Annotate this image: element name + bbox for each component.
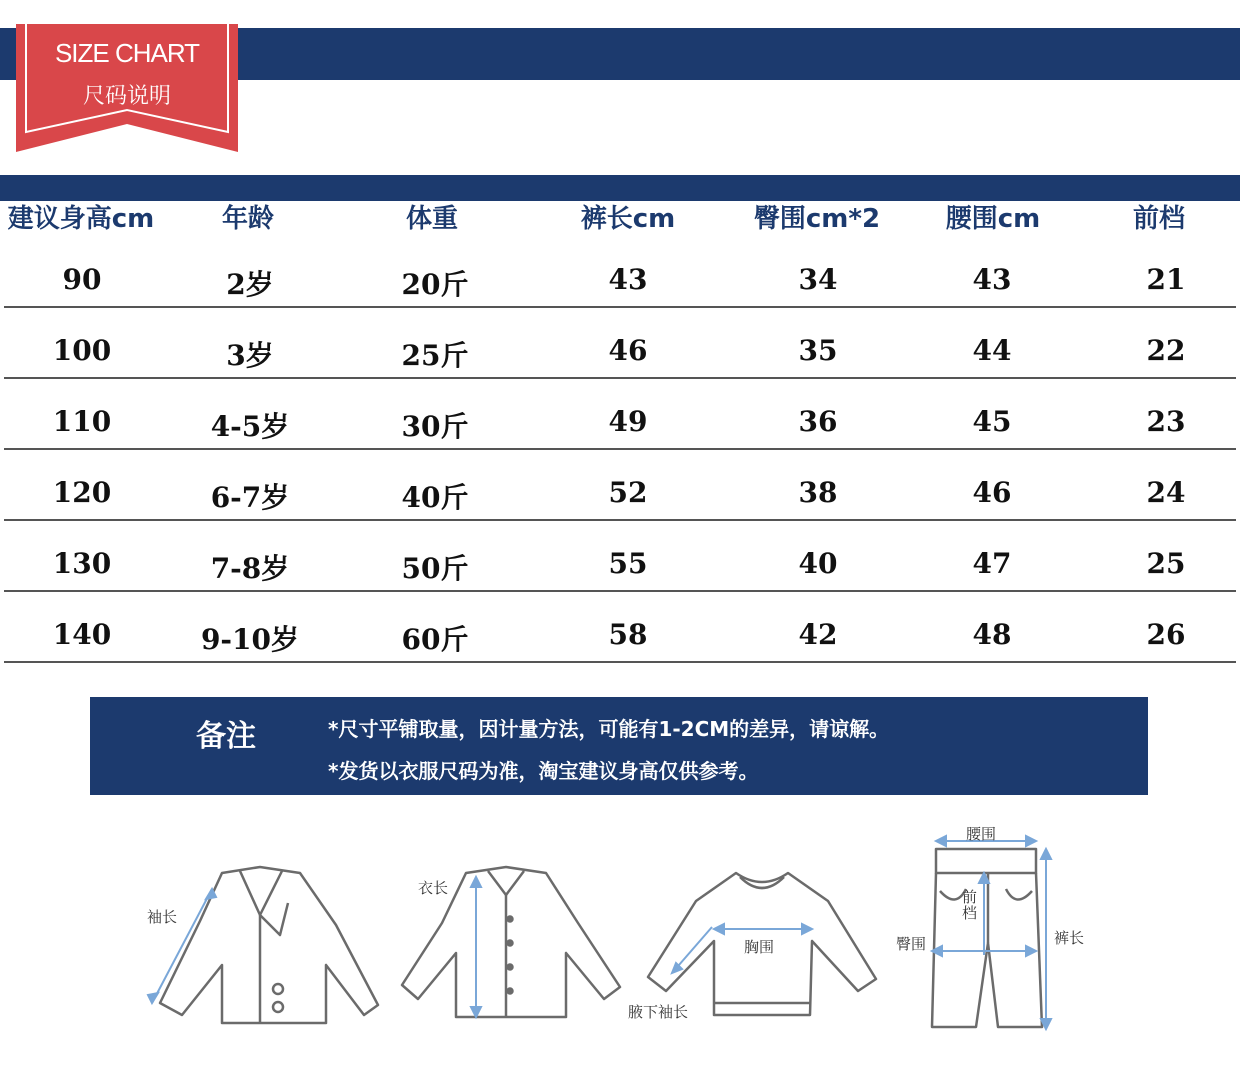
label-rise: 前档 [962,888,978,922]
cell-weight: 30斤 [401,410,469,443]
cell-height: 140 [52,618,112,651]
cell-rise: 23 [1146,405,1186,438]
notes-line-2: *发货以衣服尺码为准，淘宝建议身高仅供参考。 [328,759,759,783]
cell-age: 6-7岁 [210,481,290,514]
table-row [4,379,1236,450]
cell-hip: 34 [798,263,838,296]
cell-height: 90 [62,263,102,296]
cell-rise: 24 [1146,476,1186,509]
notes-box [90,697,1148,795]
cell-waist: 48 [972,618,1012,651]
label-underarm-sleeve: 腋下袖长 [628,1003,689,1021]
measurement-diagrams [0,815,1240,1055]
label-hip: 臀围 [896,935,927,953]
table-row [4,308,1236,379]
cell-weight: 60斤 [401,623,469,656]
cell-waist: 45 [972,405,1012,438]
cell-rise: 22 [1146,334,1186,367]
table-header [0,175,1240,237]
header-weight: 体重 [334,201,530,237]
badge-title: SIZE CHART [54,38,200,68]
cell-pants-length: 58 [608,618,648,651]
header-waist: 腰围cm [908,201,1078,237]
label-jacket-sleeve: 袖长 [147,908,178,926]
size-table [0,175,1240,663]
cell-rise: 25 [1146,547,1186,580]
cell-hip: 42 [798,618,838,651]
cell-hip: 36 [798,405,838,438]
cell-age: 2岁 [226,268,274,301]
jacket-diagram [140,855,390,1035]
header-age: 年龄 [162,201,334,237]
cell-age: 4-5岁 [210,410,290,443]
cell-age: 9-10岁 [200,623,300,656]
notes-label: 备注 [196,719,256,754]
header-rise: 前档 [1078,201,1240,237]
cell-weight: 25斤 [401,339,469,372]
table-row [4,450,1236,521]
cell-pants-length: 49 [608,405,648,438]
cell-age: 3岁 [226,339,274,372]
header-hip: 臀围cm*2 [726,201,908,237]
cell-rise: 26 [1146,618,1186,651]
cell-height: 120 [52,476,112,509]
table-row [4,237,1236,308]
cell-pants-length: 55 [608,547,648,580]
cell-pants-length: 46 [608,334,648,367]
cell-weight: 20斤 [401,268,469,301]
cell-waist: 46 [972,476,1012,509]
header-height: 建议身高cm [0,201,162,237]
cell-height: 100 [52,334,112,367]
cell-hip: 35 [798,334,838,367]
header-pants-length: 裤长cm [530,201,726,237]
table-row [4,592,1236,663]
cell-rise: 21 [1146,263,1186,296]
size-chart-badge [16,24,238,154]
label-pants-length: 裤长 [1054,929,1085,947]
label-shirt-length: 衣长 [418,879,449,897]
cell-waist: 43 [972,263,1012,296]
cell-hip: 38 [798,476,838,509]
cell-height: 110 [52,405,112,438]
cell-weight: 40斤 [401,481,469,514]
cell-waist: 47 [972,547,1012,580]
notes-line-1: *尺寸平铺取量，因计量方法，可能有1-2CM的差异，请谅解。 [328,717,890,741]
cell-pants-length: 52 [608,476,648,509]
cell-waist: 44 [972,334,1012,367]
cell-hip: 40 [798,547,838,580]
cell-height: 130 [52,547,112,580]
cell-age: 7-8岁 [210,552,290,585]
label-chest: 胸围 [744,938,775,956]
table-row [4,521,1236,592]
label-waist: 腰围 [966,825,997,843]
cell-weight: 50斤 [401,552,469,585]
badge-subtitle: 尺码说明 [82,84,171,109]
cell-pants-length: 43 [608,263,648,296]
